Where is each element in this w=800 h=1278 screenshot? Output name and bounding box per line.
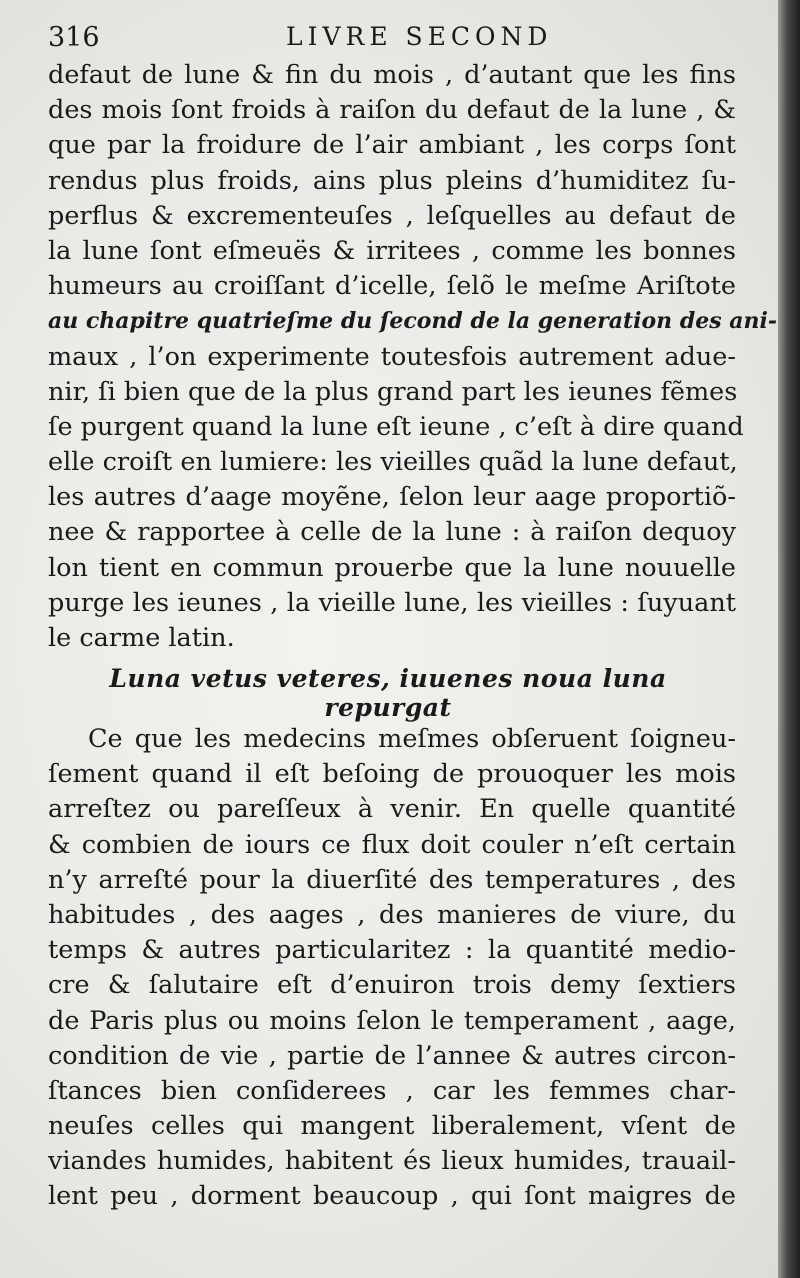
text-line: condition de vie , partie de l’annee & autres circon- (48, 1040, 736, 1071)
text-line: perflus & excrementeuſes , leſquelles au defaut de (48, 200, 736, 231)
text-line: arreſtez ou pareſſeux à venir. En quelle quantité (48, 794, 736, 825)
text-line: rendus plus froids, ains plus pleins d’humiditez ſu- (48, 165, 736, 196)
text-line: nee & rapportee à celle de la lune : à raiſon dequoy (48, 517, 736, 548)
text-line: des mois ſont froids à raiſon du defaut de la lune , & (48, 95, 736, 126)
page-header (48, 22, 748, 62)
text-line: lent peu , dorment beaucoup , qui ſont maigres de (48, 1181, 736, 1212)
latin-verse: Luna vetus veteres, iuuenes noua luna repurgat (109, 664, 667, 722)
text-line: la lune ſont eſmeuës & irritees , comme les bonnes (48, 235, 736, 266)
text-line: ſtances bien conſiderees , car les femmes char- (48, 1075, 736, 1106)
text-line: purge les ieunes , la vieille lune, les vieilles : ſuyuant (48, 587, 736, 618)
text-line: viandes humides, habitent és lieux humides, trauail- (48, 1146, 736, 1177)
text-line: Ce que les medecins meſmes obſeruent ſoigneu- (88, 724, 736, 754)
paragraph-1 (48, 58, 777, 656)
text-line: defaut de lune & fin du mois , d’autant que les fins (48, 60, 736, 90)
page-number: 316 (48, 22, 100, 53)
text-line: que par la froidure de l’air ambiant , les corps ſont (48, 130, 736, 161)
text-line: de Paris plus ou moins ſelon le temperament , aage, (48, 1005, 736, 1036)
paragraph-2 (48, 722, 736, 1215)
text-line: maux , l’on experimente toutesfois autrement adue- (48, 341, 736, 372)
text-line: humeurs au croiſſant d’icelle, ſelõ le meſme Ariſtote (48, 271, 736, 302)
running-head: LIVRE SECOND (286, 22, 553, 51)
text-line: temps & autres particularitez : la quantité medio- (48, 935, 736, 966)
text-line: n’y arreſté pour la diuerſité des temperatures , des (48, 864, 736, 895)
text-line: habitudes , des aages , des manieres de viure, du (48, 899, 736, 930)
book-spine-shadow (778, 0, 800, 1278)
text-line: nir, ſi bien que de la plus grand part les ieunes fẽmes (48, 376, 738, 407)
text-line: ſement quand il eſt beſoing de prouoquer les mois (48, 759, 736, 790)
text-line: lon tient en commun prouerbe que la lune nouuelle (48, 552, 736, 583)
text-line: le carme latin. (48, 623, 235, 653)
text-line: cre & ſalutaire eſt d’enuiron trois demy ſextiers (48, 970, 736, 1001)
text-line: neuſes celles qui mangent liberalement, vſent de (48, 1111, 736, 1142)
text-line: ſe purgent quand la lune eſt ieune , c’eſt à dire quand (48, 411, 744, 442)
text-line-italic: au chapitre quatrieſme du ſecond de la generation des ani- (48, 308, 777, 335)
text-line: & combien de iours ce flux doit couler n’eſt certain (48, 829, 736, 860)
text-line: les autres d’aage moyẽne, ſelon leur aage proportiõ- (48, 482, 736, 513)
text-line: elle croiſt en lumiere: les vieilles quãd la lune defaut, (48, 447, 738, 478)
